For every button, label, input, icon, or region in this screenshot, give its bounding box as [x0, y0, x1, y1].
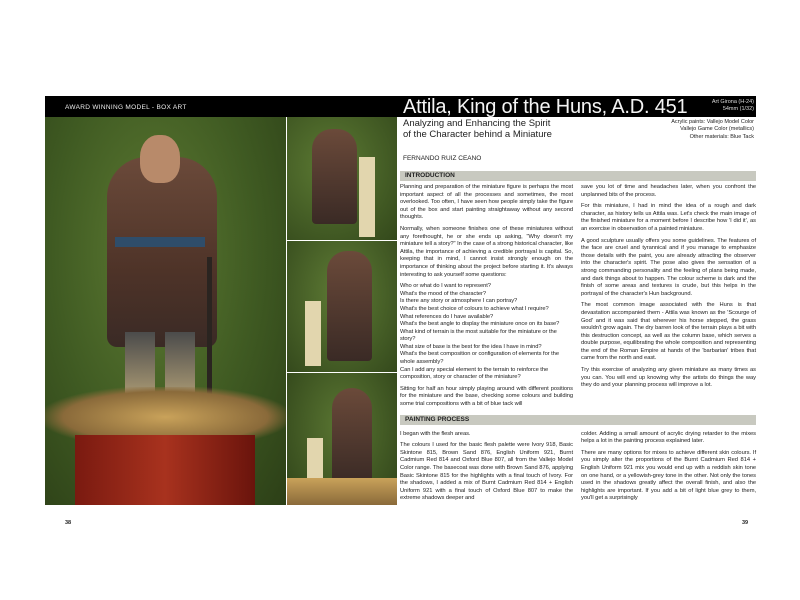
materials-line: Other materials: Blue Tack [689, 133, 754, 140]
side-photo-1 [287, 117, 397, 240]
section-label: AWARD WINNING MODEL - BOX ART [65, 104, 187, 111]
question: What's the best choice of colours to achieve what I require? [400, 305, 549, 312]
painting-right-column [581, 431, 756, 503]
kit-info [712, 99, 754, 113]
question: What kind of terrain is the most suitable for the miniature or the story? [400, 328, 557, 343]
section-heading-painting: PAINTING PROCESS [400, 415, 756, 425]
question-list [400, 283, 573, 382]
paragraph: There are many options for mixes to achieve different skin colours. If you simply alter the proportions of the Burnt Cadmium Red 814 + English Uniform 921 mix you would end up with a reddish skin tone on one hand, or a yellowish-grey tone in the other. Not only the tones used in the shadows greatly affect the overall finish, and also the highlights are important. If you add a bit of light blue grey to them, you'll get a surprisingly [581, 449, 756, 502]
main-photo [45, 117, 286, 505]
subtitle-line: of the Character behind a Miniature [403, 129, 552, 140]
subtitle-line: Analyzing and Enhancing the Spirit [403, 118, 551, 129]
question: Who or what do I want to represent? [400, 283, 491, 290]
paragraph: Sitting for half an hour simply playing around with different positions for the miniature and the base, checking some colours and building some trial compositions with a bit of blue tack will [400, 385, 573, 408]
question: What's the best composition or configuration of elements for the whole assembly? [400, 351, 559, 366]
materials-list [671, 119, 754, 141]
paragraph: Normally, when someone finishes one of these miniatures without any forethought, he or she ends up asking, "Why doesn't my miniature tell a story?" In the case of a strong historical character, like Attila, the importance of achieving a credible portrayal is capital. So, keeping that in mind, I cannot insist strongly enough on the importance of thinking about the project before starting it. It's always interesting to ask yourself some questions: [400, 225, 573, 278]
painting-left-column [400, 431, 573, 503]
paragraph: save you lot of time and headaches later, when you confront the unplanned bits of the process. [581, 184, 756, 198]
question: What's the best angle to display the miniature once on its base? [400, 321, 560, 328]
materials-line: Vallejo Game Color (metallics) [680, 126, 754, 133]
question: Is there any story or atmosphere I can portray? [400, 298, 518, 305]
intro-left-column [400, 184, 573, 409]
page-number-left: 38 [65, 520, 72, 526]
materials-line: Acrylic paints: Vallejo Model Color [671, 119, 754, 125]
question: What's the mood of the character? [400, 290, 487, 297]
intro-right-column [581, 184, 756, 390]
author: FERNANDO RUIZ CEANO [403, 155, 482, 162]
paragraph: colder. Adding a small amount of acrylic drying retarder to the mixes helps a lot in the painting process explained later. [581, 430, 756, 445]
side-photo-3 [287, 373, 397, 505]
question: Can I add any special element to the terrain to reinforce the composition, story or character of the miniature? [400, 366, 549, 381]
paragraph: For this miniature, I had in mind the idea of a rough and dark character, as history tells us Attila was. Let's check the main image of the finished miniature for a moment before I describe how 'I did it', as an exercise in observation of a painted miniature. [581, 203, 756, 232]
question: What references do I have available? [400, 313, 494, 320]
article-body [400, 184, 756, 503]
kit-maker: Art Girona (H-24) [711, 99, 754, 105]
page-number-right: 39 [742, 520, 749, 526]
kit-scale: 54mm (1/32) [722, 106, 754, 112]
paragraph: A good sculpture usually offers you some guidelines. The features of the face are cruel and tyrannical and if you manage to emphasize those details with the paint, you are already attracting the observer into the character's spirit. The pose also gives the sensation of a strong commanding personality and the feeling of plans being made, and dark things about to happen. The colour scheme is dark and the finish of some areas and textures is crude, but this helps in the portrayal of the character's Hun background. [581, 237, 756, 297]
paragraph: I began with the flesh areas. [400, 430, 471, 437]
paragraph: Try this exercise of analyzing any given miniature as many times as you can. You will end up knowing why the artists do things the way they do and your planning process will improve a lot. [581, 367, 756, 389]
paragraph: Planning and preparation of the miniature figure is perhaps the most important aspect of all the processes and sometimes, the most overlooked. Too often, I have seen how people simply take the figure out of the box and start painting straightaway without any second thoughts. [400, 184, 573, 221]
question: What size of base is the best for the idea I have in mind? [400, 343, 542, 350]
paragraph: The most common image associated with the Huns is that devastation accompanied them - Attila was known as the 'Scourge of God' and it was said that wherever his horse stepped, the grass wouldn't grow again. The dry barren look of the terrain plays a bit with this destruction concept, as well as the column base, which serves a double purpose, equilibrating the whole composition and representing the end of the Roman Empire at hands of the 'barbarian' tribes that came from the north and east. [581, 302, 756, 362]
section-heading-introduction: INTRODUCTION [400, 171, 756, 181]
article-subtitle [403, 118, 552, 140]
article-title: Attila, King of the Huns, A.D. 451 [403, 96, 688, 118]
paragraph: The colours I used for the basic flesh palette were Ivory 918, Basic Skintone 815, Brown Sand 876, English Uniform 921, Burnt Cadmium Red 814 and Oxford Blue 807, all from the Vallejo Model Color range. The basecoat was done with Brown Sand 876, applying Basic Skintone 815 for the highlights with a final touch of Ivory. For the shadows, I added a mix of Burnt Cadmium Red 814 + English Uniform 921 with a final touch of Oxford Blue 807 to make the extreme shadows deeper and [400, 442, 573, 502]
side-photo-2 [287, 241, 397, 372]
